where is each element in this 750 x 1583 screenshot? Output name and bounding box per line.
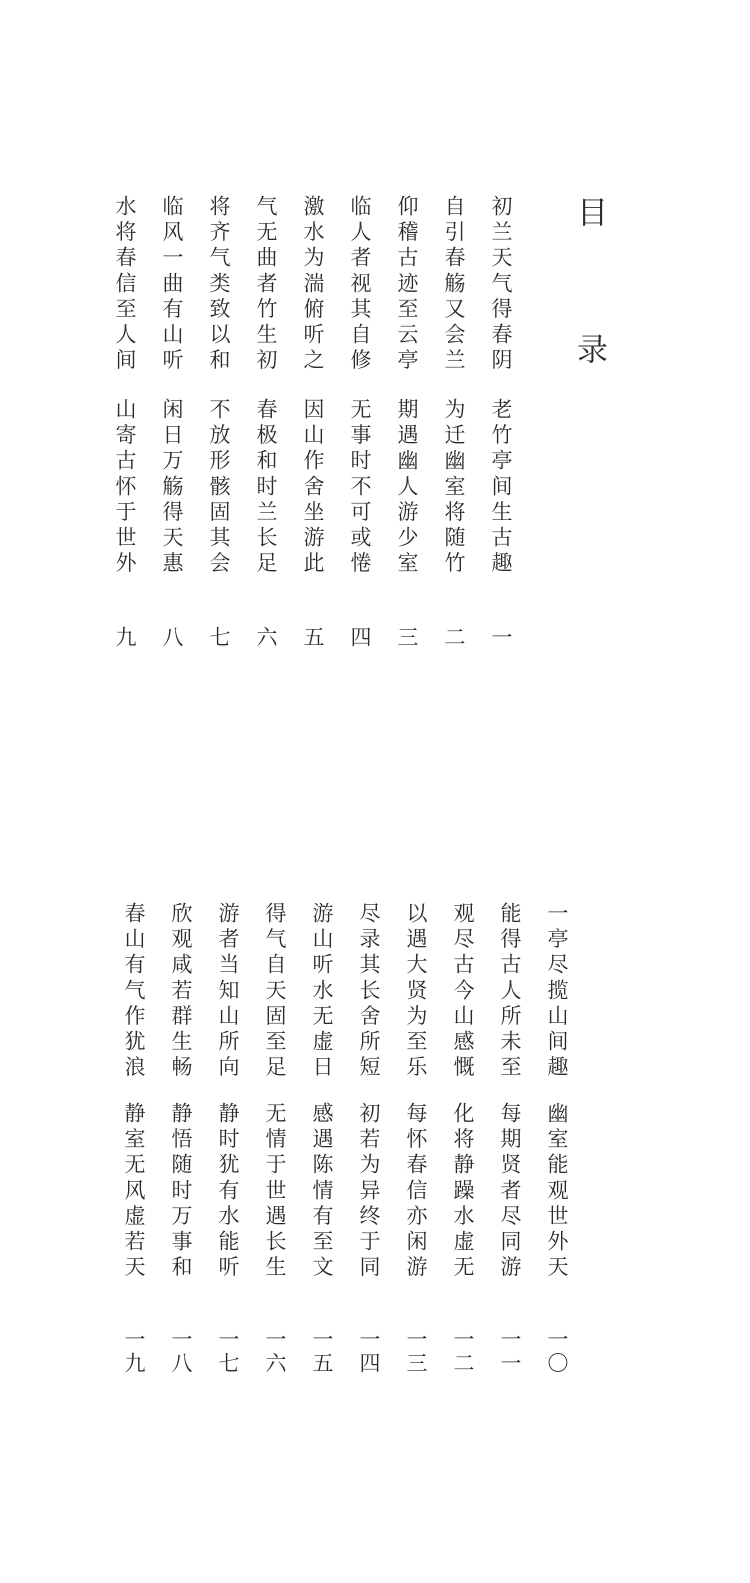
toc-entry-line-1: 幽室能观世外天 [545,1102,569,1282]
toc-entry-line-2: 以遇大贤为至乐 [404,902,428,1082]
toc-entry-number: 一 [489,626,513,650]
toc-entry-line-2: 尽录其长舍所短 [357,902,381,1082]
toc-entry-number: 一二 [451,1328,475,1376]
toc-entry-number: 一八 [169,1328,193,1376]
toc-entry-number: 二 [442,626,466,650]
toc-entry-line-2: 不放形骸固其会 [207,398,231,578]
toc-entry-number: 一〇 [545,1328,569,1376]
toc-entry-line-2: 游者当知山所向 [216,902,240,1082]
toc-entry-number: 五 [301,626,325,650]
toc-entry-line-1: 水将春信至人间 [113,195,137,375]
toc-entry-number: 一六 [263,1328,287,1376]
toc-entry-number: 九 [113,626,137,650]
toc-entry-line-1: 将齐气类致以和 [207,195,231,375]
toc-entry-line-2: 老竹亭间生古趣 [489,398,513,578]
toc-entry-line-2: 游山听水无虚日 [310,902,334,1082]
toc-page-lower [0,790,750,1583]
toc-entry-line-2: 欣观咸若群生畅 [169,902,193,1082]
toc-entry-line-2: 春极和时兰长足 [254,398,278,578]
toc-entry-number: 八 [160,626,184,650]
toc-entry-line-2: 期遇幽人游少室 [395,398,419,578]
toc-entry-line-2: 能得古人所未至 [498,902,522,1082]
toc-entry-line-1: 感遇陈情有至文 [310,1102,334,1282]
toc-entry-number: 六 [254,626,278,650]
toc-entry-line-2: 得气自天固至足 [263,902,287,1082]
toc-entry-line-1: 无情于世遇长生 [263,1102,287,1282]
toc-entry-number: 一九 [122,1328,146,1376]
toc-entry-line-2: 一亭尽揽山间趣 [545,902,569,1082]
toc-entry-line-2: 因山作舍坐游此 [301,398,325,578]
toc-entry-line-1: 化将静躁水虚无 [451,1102,475,1282]
toc-entry-number: 四 [348,626,372,650]
toc-page-upper [0,0,750,790]
toc-entry-number: 一一 [498,1328,522,1376]
toc-entry-line-1: 激水为湍俯听之 [301,195,325,375]
toc-entry-line-2: 观尽古今山感慨 [451,902,475,1082]
toc-entry-number: 七 [207,626,231,650]
toc-entry-line-2: 春山有气作犹浪 [122,902,146,1082]
toc-entry-line-1: 临人者视其自修 [348,195,372,375]
toc-entry-line-1: 静室无风虚若天 [122,1102,146,1282]
toc-entry-line-2: 无事时不可或惓 [348,398,372,578]
toc-entry-line-1: 气无曲者竹生初 [254,195,278,375]
toc-title: 目 录 [571,196,607,399]
toc-entry-line-1: 每怀春信亦闲游 [404,1102,428,1282]
toc-entry-number: 一四 [357,1328,381,1376]
toc-entry-line-1: 静悟随时万事和 [169,1102,193,1282]
toc-entry-number: 三 [395,626,419,650]
toc-entry-line-1: 初若为异终于同 [357,1102,381,1282]
toc-entry-line-2: 为迁幽室将随竹 [442,398,466,578]
toc-entry-line-1: 临风一曲有山听 [160,195,184,375]
toc-entry-line-1: 每期贤者尽同游 [498,1102,522,1282]
toc-entry-line-1: 静时犹有水能听 [216,1102,240,1282]
toc-entry-line-2: 闲日万觞得天惠 [160,398,184,578]
toc-entry-line-1: 仰稽古迹至云亭 [395,195,419,375]
toc-entry-line-1: 初兰天气得春阴 [489,195,513,375]
toc-entry-number: 一五 [310,1328,334,1376]
toc-entry-line-2: 山寄古怀于世外 [113,398,137,578]
toc-entry-number: 一三 [404,1328,428,1376]
toc-entry-line-1: 自引春觞又会兰 [442,195,466,375]
toc-entry-number: 一七 [216,1328,240,1376]
